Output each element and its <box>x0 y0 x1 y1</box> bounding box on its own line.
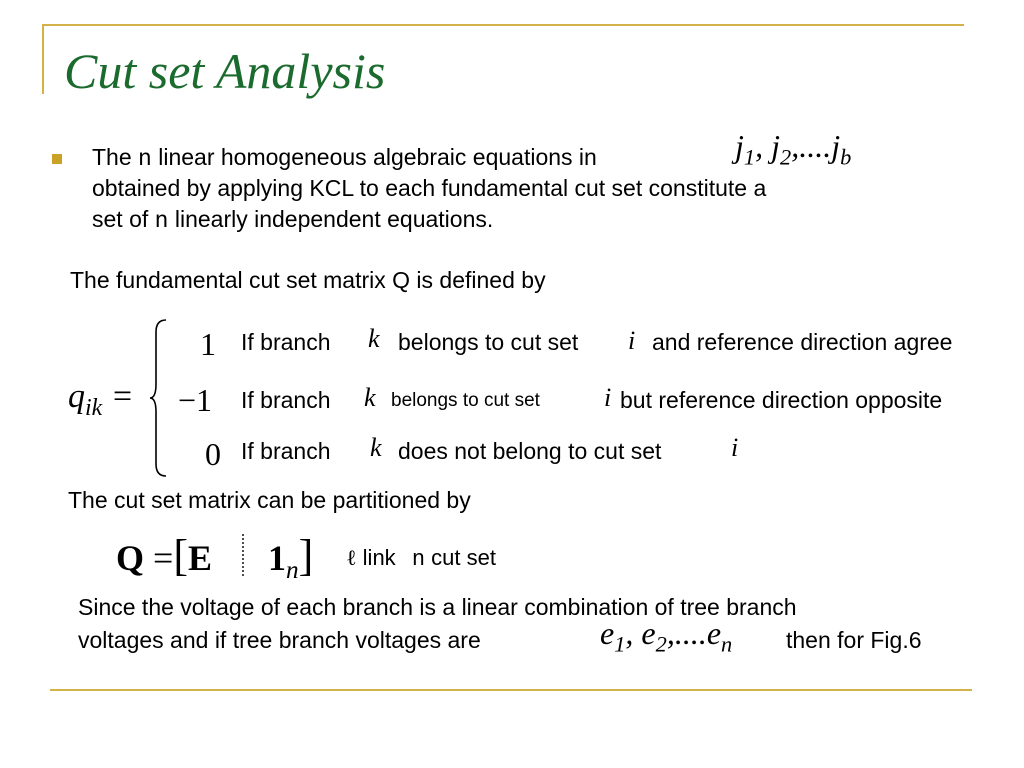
case-3-not-belong: does not belong to cut set <box>398 438 662 464</box>
qik-lhs: $q_{ik}$ = <box>68 378 134 421</box>
bullet-marker <box>52 154 62 164</box>
case-1-i: i <box>628 326 636 355</box>
case-3-if-branch: If branch <box>241 438 331 464</box>
case-1-if-branch: If branch <box>241 329 331 355</box>
text: linear homogeneous algebraic equations in <box>158 144 597 170</box>
partition-equation <box>116 530 212 581</box>
left-brace-icon <box>150 318 168 478</box>
bullet-line-3 <box>92 206 493 234</box>
n-symbol: n <box>154 208 169 234</box>
case-2-value: −1 <box>178 382 213 418</box>
frame-left-rule <box>42 24 44 94</box>
since-line-2: voltages and if tree branch voltages are <box>78 627 481 653</box>
link-label: link <box>362 545 396 570</box>
case-1-belongs: belongs to cut set <box>398 329 579 355</box>
left-bracket: [ <box>173 531 188 580</box>
n-symbol: n <box>411 547 426 572</box>
case-3-value: 0 <box>205 436 221 472</box>
bullet-line-1 <box>92 144 597 172</box>
ell-symbol: ℓ <box>346 545 357 570</box>
text: linearly independent equations. <box>174 206 494 232</box>
bullet-line-2: obtained by applying KCL to each fundamental cut set constitute a <box>92 175 767 201</box>
since-line-2-tail: then for Fig.6 <box>786 627 922 653</box>
case-2-condition: but reference direction opposite <box>620 387 943 413</box>
case-2-i: i <box>604 383 612 412</box>
j-variables: $j_1$, $j_2,....j_b$ <box>735 128 852 170</box>
cutset-label: cut set <box>431 545 496 570</box>
case-1-condition: and reference direction agree <box>652 329 953 355</box>
case-1-value: 1 <box>200 326 216 362</box>
e-variables: $e_1$, $e_2,....e_n$ <box>600 615 733 657</box>
text: The <box>92 144 132 170</box>
case-2-belongs: belongs to cut set <box>391 390 540 411</box>
partition-divider <box>240 534 246 576</box>
one-symbol: 1 <box>268 538 286 578</box>
n-subscript: n <box>286 557 299 585</box>
Q-symbol: Q <box>116 538 145 578</box>
identity-block <box>268 530 313 585</box>
case-3-i: i <box>731 433 739 462</box>
defined-by-text: The fundamental cut set matrix Q is defined by <box>70 267 546 293</box>
case-2-if-branch: If branch <box>241 387 331 413</box>
case-2-k: k <box>364 383 376 412</box>
slide-title: Cut set Analysis <box>64 43 386 99</box>
n-symbol: n <box>138 146 152 172</box>
case-3-k: k <box>370 433 382 462</box>
partition-labels <box>346 545 496 572</box>
right-bracket: ] <box>298 531 314 580</box>
text: set of <box>92 206 149 232</box>
partition-text: The cut set matrix can be partitioned by <box>68 487 471 513</box>
since-line-1: Since the voltage of each branch is a linear combination of tree branch <box>78 594 797 620</box>
frame-top-rule <box>42 24 964 26</box>
equals: = <box>153 538 174 578</box>
frame-bottom-rule <box>50 689 972 691</box>
E-symbol: E <box>187 538 212 578</box>
case-1-k: k <box>368 324 380 353</box>
